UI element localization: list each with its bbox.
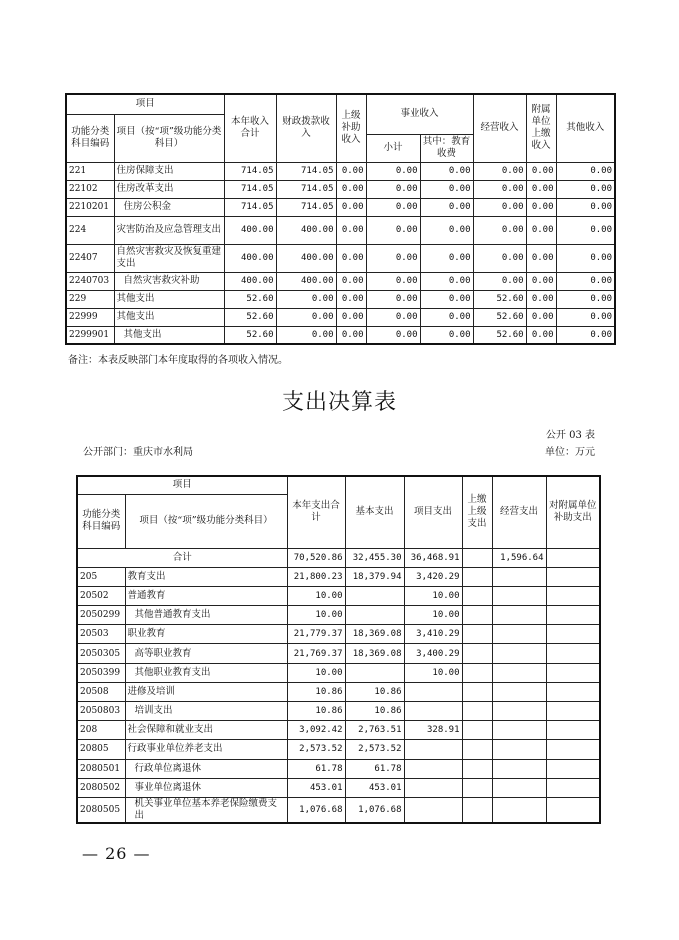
row-fiscal: 714.05 [276, 162, 336, 180]
row-operating: 52.60 [473, 308, 526, 326]
table-row [66, 162, 615, 180]
table-row [66, 216, 615, 244]
row-name: 其他普通教育支出 [125, 606, 287, 625]
unit-label: 单位：万元 [545, 447, 595, 458]
table-row [77, 586, 600, 605]
expense-header-operating: 经营支出 [492, 476, 546, 548]
row-superior [462, 606, 492, 625]
row-name: 事业单位离退休 [125, 778, 287, 797]
expense-header-superior: 上缴上级支出 [462, 476, 492, 548]
row-total: 1,076.68 [287, 797, 345, 823]
row-total: 10.86 [287, 702, 345, 721]
row-superior [462, 797, 492, 823]
expense-header-total: 本年支出合计 [287, 476, 345, 548]
row-subtotal: 0.00 [366, 244, 420, 272]
row-subtotal: 0.00 [366, 198, 420, 216]
row-total: 61.78 [287, 759, 345, 778]
row-basic: 2,573.52 [345, 740, 404, 759]
row-name: 高等职业教育 [125, 644, 287, 663]
row-affiliated: 0.00 [526, 308, 556, 326]
row-code: 2080502 [77, 778, 125, 797]
row-superior: 0.00 [336, 326, 366, 344]
row-project: 3,400.29 [404, 644, 462, 663]
table-row [66, 290, 615, 308]
row-basic: 453.01 [345, 778, 404, 797]
row-superior [462, 721, 492, 740]
row-operating [492, 567, 546, 586]
row-superior: 0.00 [336, 198, 366, 216]
row-superior [462, 759, 492, 778]
table-row [77, 625, 600, 644]
table-row [66, 308, 615, 326]
row-code: 221 [66, 162, 114, 180]
total-operating: 1,596.64 [492, 548, 546, 567]
row-affiliated [546, 797, 600, 823]
row-superior: 0.00 [336, 308, 366, 326]
row-operating [492, 721, 546, 740]
table-row [77, 567, 600, 586]
row-total: 10.00 [287, 586, 345, 605]
row-subtotal: 0.00 [366, 308, 420, 326]
row-project: 3,410.29 [404, 625, 462, 644]
header-total: 本年收入合计 [224, 94, 276, 162]
row-code: 2050399 [77, 663, 125, 682]
row-superior: 0.00 [336, 180, 366, 198]
row-code: 2080505 [77, 797, 125, 823]
row-name: 其他支出 [114, 290, 224, 308]
row-fiscal: 0.00 [276, 290, 336, 308]
row-total: 21,800.23 [287, 567, 345, 586]
row-name: 普通教育 [125, 586, 287, 605]
row-superior [462, 778, 492, 797]
row-fiscal: 400.00 [276, 272, 336, 290]
header-other: 其他收入 [556, 94, 615, 162]
row-basic: 1,076.68 [345, 797, 404, 823]
row-operating [492, 778, 546, 797]
table-row [77, 663, 600, 682]
row-other: 0.00 [556, 162, 615, 180]
total-project: 36,468.91 [404, 548, 462, 567]
expense-header-project: 项目支出 [404, 476, 462, 548]
table-row [77, 759, 600, 778]
row-operating [492, 759, 546, 778]
row-operating: 52.60 [473, 326, 526, 344]
row-code: 229 [66, 290, 114, 308]
row-superior: 0.00 [336, 290, 366, 308]
header-business: 事业收入 [366, 94, 473, 134]
row-edu-fee: 0.00 [420, 308, 473, 326]
row-code: 2210201 [66, 198, 114, 216]
row-subtotal: 0.00 [366, 162, 420, 180]
row-subtotal: 0.00 [366, 290, 420, 308]
table-row [66, 180, 615, 198]
row-project [404, 702, 462, 721]
row-total: 453.01 [287, 778, 345, 797]
total-label: 合计 [77, 548, 287, 567]
row-affiliated: 0.00 [526, 272, 556, 290]
department-label: 公开部门：重庆市水利局 [83, 447, 193, 458]
row-affiliated [546, 586, 600, 605]
row-total: 21,779.37 [287, 625, 345, 644]
row-name: 培训支出 [125, 702, 287, 721]
table-row [66, 326, 615, 344]
row-operating [492, 644, 546, 663]
row-total: 10.86 [287, 682, 345, 701]
table-row [66, 272, 615, 290]
row-total: 400.00 [224, 216, 276, 244]
row-basic: 18,379.94 [345, 567, 404, 586]
row-superior: 0.00 [336, 216, 366, 244]
row-edu-fee: 0.00 [420, 326, 473, 344]
row-affiliated [546, 682, 600, 701]
row-operating [492, 797, 546, 823]
header-item: 项目 [66, 94, 224, 114]
row-name: 自然灾害救灾补助 [114, 272, 224, 290]
row-project: 3,420.29 [404, 567, 462, 586]
total-basic: 32,455.30 [345, 548, 404, 567]
row-other: 0.00 [556, 244, 615, 272]
row-affiliated [546, 778, 600, 797]
row-affiliated: 0.00 [526, 244, 556, 272]
row-affiliated [546, 740, 600, 759]
row-name: 住房保障支出 [114, 162, 224, 180]
row-fiscal: 400.00 [276, 216, 336, 244]
header-superior: 上级补助收入 [336, 94, 366, 162]
row-project [404, 759, 462, 778]
row-code: 22999 [66, 308, 114, 326]
header-subtotal: 小计 [366, 134, 420, 162]
row-operating: 0.00 [473, 162, 526, 180]
row-edu-fee: 0.00 [420, 272, 473, 290]
row-operating [492, 586, 546, 605]
row-total: 400.00 [224, 272, 276, 290]
row-superior [462, 740, 492, 759]
row-basic [345, 663, 404, 682]
row-code: 208 [77, 721, 125, 740]
row-name: 其他支出 [114, 308, 224, 326]
row-affiliated [546, 606, 600, 625]
row-subtotal: 0.00 [366, 180, 420, 198]
page-number: — 26 — [82, 844, 151, 863]
row-operating: 0.00 [473, 216, 526, 244]
row-code: 20503 [77, 625, 125, 644]
row-superior: 0.00 [336, 272, 366, 290]
expense-header-func-name: 项目（按“项”级功能分类科目） [125, 494, 287, 548]
row-basic: 18,369.08 [345, 644, 404, 663]
row-name: 其他支出 [114, 326, 224, 344]
row-code: 2050305 [77, 644, 125, 663]
row-total: 52.60 [224, 326, 276, 344]
row-operating [492, 625, 546, 644]
row-edu-fee: 0.00 [420, 198, 473, 216]
row-other: 0.00 [556, 198, 615, 216]
row-basic: 2,763.51 [345, 721, 404, 740]
row-affiliated [546, 721, 600, 740]
row-total: 714.05 [224, 180, 276, 198]
row-basic: 10.86 [345, 702, 404, 721]
row-total: 400.00 [224, 244, 276, 272]
header-func-code: 功能分类科目编码 [66, 114, 114, 162]
row-superior [462, 586, 492, 605]
row-operating: 0.00 [473, 180, 526, 198]
row-other: 0.00 [556, 180, 615, 198]
row-affiliated: 0.00 [526, 180, 556, 198]
row-other: 0.00 [556, 216, 615, 244]
row-basic [345, 586, 404, 605]
row-name: 行政事业单位养老支出 [125, 740, 287, 759]
row-affiliated [546, 702, 600, 721]
total-superior [462, 548, 492, 567]
row-operating [492, 663, 546, 682]
row-code: 20805 [77, 740, 125, 759]
table-row [77, 682, 600, 701]
row-superior [462, 567, 492, 586]
row-total: 2,573.52 [287, 740, 345, 759]
row-name: 社会保障和就业支出 [125, 721, 287, 740]
table-row [66, 244, 615, 272]
row-name: 灾害防治及应急管理支出 [114, 216, 224, 244]
row-code: 20508 [77, 682, 125, 701]
row-project: 328.91 [404, 721, 462, 740]
row-affiliated: 0.00 [526, 326, 556, 344]
row-superior: 0.00 [336, 162, 366, 180]
row-total: 21,769.37 [287, 644, 345, 663]
row-superior: 0.00 [336, 244, 366, 272]
row-edu-fee: 0.00 [420, 162, 473, 180]
table-row [77, 644, 600, 663]
row-affiliated: 0.00 [526, 216, 556, 244]
table-code: 公开 03 表 [545, 430, 595, 441]
row-total: 10.00 [287, 663, 345, 682]
row-name: 自然灾害救灾及恢复重建支出 [114, 244, 224, 272]
row-other: 0.00 [556, 290, 615, 308]
row-superior [462, 644, 492, 663]
row-project [404, 797, 462, 823]
row-other: 0.00 [556, 326, 615, 344]
header-operating: 经营收入 [473, 94, 526, 162]
row-affiliated [546, 567, 600, 586]
row-subtotal: 0.00 [366, 216, 420, 244]
row-code: 2050803 [77, 702, 125, 721]
row-affiliated [546, 644, 600, 663]
row-operating [492, 740, 546, 759]
row-superior [462, 663, 492, 682]
row-name: 进修及培训 [125, 682, 287, 701]
table-row [77, 721, 600, 740]
row-project [404, 682, 462, 701]
row-name: 住房改革支出 [114, 180, 224, 198]
row-fiscal: 0.00 [276, 326, 336, 344]
row-name: 住房公积金 [114, 198, 224, 216]
row-name: 其他职业教育支出 [125, 663, 287, 682]
row-edu-fee: 0.00 [420, 216, 473, 244]
row-superior [462, 702, 492, 721]
row-affiliated [546, 759, 600, 778]
row-fiscal: 0.00 [276, 308, 336, 326]
row-total: 3,092.42 [287, 721, 345, 740]
row-code: 22102 [66, 180, 114, 198]
row-fiscal: 714.05 [276, 198, 336, 216]
income-table [65, 93, 616, 345]
row-total: 52.60 [224, 308, 276, 326]
row-basic: 10.86 [345, 682, 404, 701]
row-edu-fee: 0.00 [420, 180, 473, 198]
row-code: 205 [77, 567, 125, 586]
row-project [404, 778, 462, 797]
row-subtotal: 0.00 [366, 272, 420, 290]
expense-header-basic: 基本支出 [345, 476, 404, 548]
total-total: 70,520.86 [287, 548, 345, 567]
row-name: 职业教育 [125, 625, 287, 644]
table-row [77, 702, 600, 721]
row-other: 0.00 [556, 272, 615, 290]
row-affiliated: 0.00 [526, 198, 556, 216]
row-operating [492, 682, 546, 701]
table-row [77, 778, 600, 797]
income-table-note: 备注：本表反映部门本年度取得的各项收入情况。 [68, 355, 288, 366]
row-fiscal: 400.00 [276, 244, 336, 272]
total-affiliated [546, 548, 600, 567]
row-code: 2299901 [66, 326, 114, 344]
row-operating [492, 702, 546, 721]
row-code: 224 [66, 216, 114, 244]
page-title: 支出决算表 [281, 390, 397, 415]
total-row [77, 548, 600, 567]
row-operating: 0.00 [473, 272, 526, 290]
row-basic: 18,369.08 [345, 625, 404, 644]
row-edu-fee: 0.00 [420, 244, 473, 272]
header-func-name: 项目（按“项”级功能分类科目） [114, 114, 224, 162]
row-project: 10.00 [404, 606, 462, 625]
row-basic: 61.78 [345, 759, 404, 778]
row-edu-fee: 0.00 [420, 290, 473, 308]
row-affiliated [546, 625, 600, 644]
row-fiscal: 714.05 [276, 180, 336, 198]
row-name: 教育支出 [125, 567, 287, 586]
row-operating [492, 606, 546, 625]
row-other: 0.00 [556, 308, 615, 326]
row-affiliated: 0.00 [526, 162, 556, 180]
row-name: 行政单位离退休 [125, 759, 287, 778]
header-edu-fee: 其中：教育收费 [420, 134, 473, 162]
row-name: 机关事业单位基本养老保险缴费支出 [125, 797, 287, 823]
row-basic [345, 606, 404, 625]
row-operating: 0.00 [473, 198, 526, 216]
row-superior [462, 625, 492, 644]
table-row [66, 198, 615, 216]
row-code: 2080501 [77, 759, 125, 778]
expense-header-affiliated: 对附属单位补助支出 [546, 476, 600, 548]
table-row [77, 606, 600, 625]
header-affiliated: 附属单位上缴收入 [526, 94, 556, 162]
row-affiliated: 0.00 [526, 290, 556, 308]
row-operating: 52.60 [473, 290, 526, 308]
header-fiscal: 财政拨款收入 [276, 94, 336, 162]
row-total: 714.05 [224, 162, 276, 180]
table-row [77, 740, 600, 759]
expense-table [76, 475, 601, 824]
row-code: 22407 [66, 244, 114, 272]
row-total: 52.60 [224, 290, 276, 308]
expense-header-func-code: 功能分类科目编码 [77, 494, 125, 548]
row-code: 2050299 [77, 606, 125, 625]
row-total: 10.00 [287, 606, 345, 625]
row-affiliated [546, 663, 600, 682]
row-total: 714.05 [224, 198, 276, 216]
row-superior [462, 682, 492, 701]
expense-header-item: 项目 [77, 476, 287, 494]
row-project [404, 740, 462, 759]
row-code: 2240703 [66, 272, 114, 290]
row-subtotal: 0.00 [366, 326, 420, 344]
row-code: 20502 [77, 586, 125, 605]
row-project: 10.00 [404, 586, 462, 605]
row-operating: 0.00 [473, 244, 526, 272]
row-project: 10.00 [404, 663, 462, 682]
table-row [77, 797, 600, 823]
